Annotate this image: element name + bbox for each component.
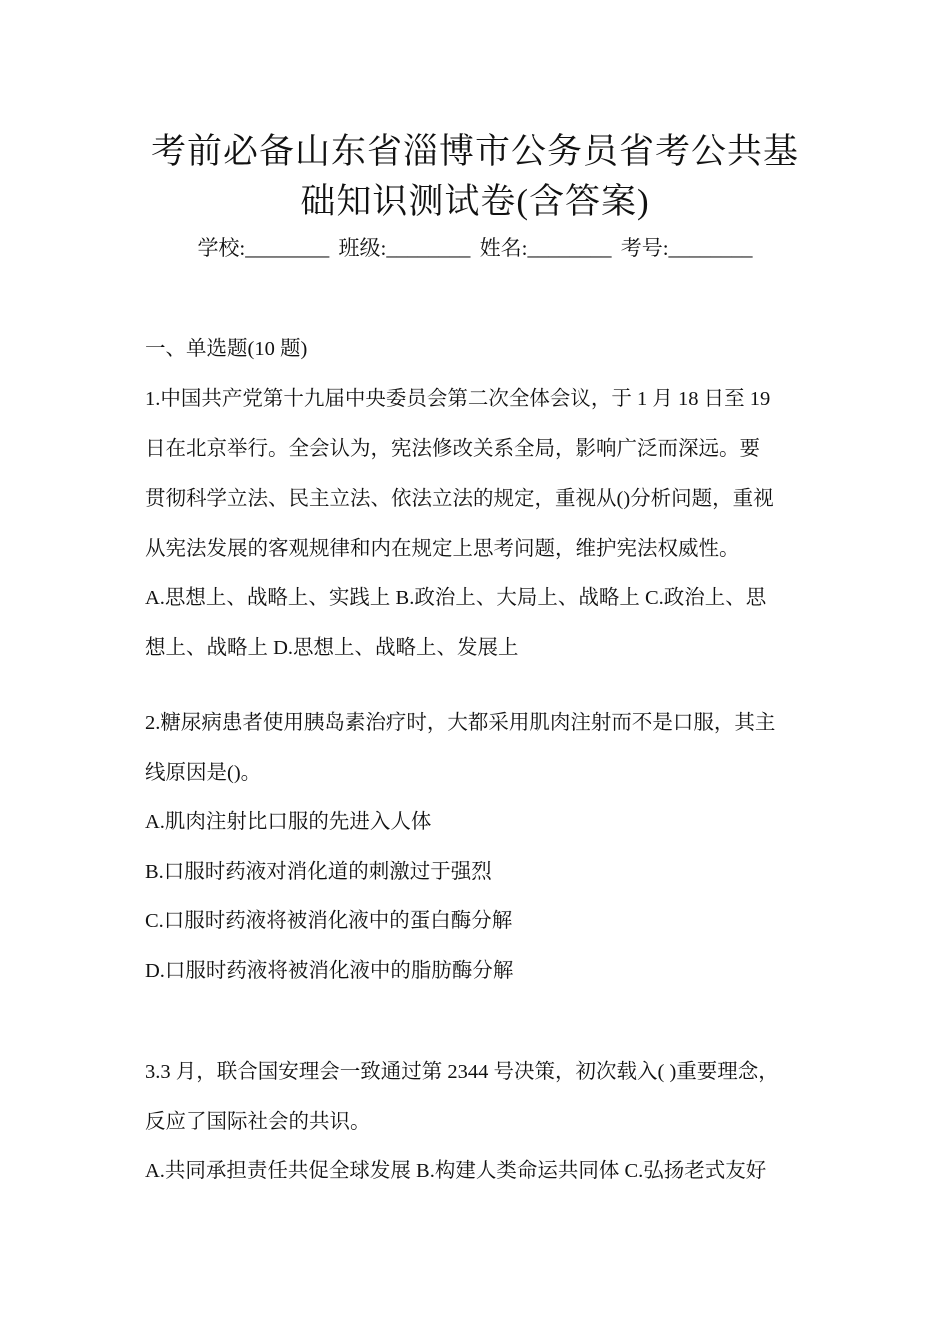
question-1-stem-line: 从宪法发展的客观规律和内在规定上思考问题，维护宪法权威性。 — [145, 538, 740, 560]
question-1-stem-line: 日在北京举行。全会认为，宪法修改关系全局，影响广泛而深远。要 — [145, 438, 760, 460]
question-1-stem-line: 贯彻科学立法、民主立法、依法立法的规定，重视从()分析问题，重视 — [145, 488, 774, 510]
question-2-stem-line: 线原因是()。 — [145, 762, 262, 784]
question-3-stem-line: 反应了国际社会的共识。 — [145, 1111, 371, 1133]
question-2-option-d: D.口服时药液将被消化液中的脂肪酶分解 — [145, 960, 514, 982]
question-3-stem-line: 3.3 月，联合国安理会一致通过第 2344 号决策，初次载入( )重要理念， — [145, 1061, 779, 1083]
name-field: 姓名:________ — [479, 236, 612, 260]
student-info-fields — [0, 238, 950, 259]
question-3-options-line: A.共同承担责任共促全球发展 B.构建人类命运共同体 C.弘扬老式友好 — [145, 1160, 767, 1182]
question-2-option-a: A.肌肉注射比口服的先进入人体 — [145, 811, 432, 833]
question-2-stem-line: 2.糖尿病患者使用胰岛素治疗时，大都采用肌肉注射而不是口服，其主 — [145, 712, 776, 734]
question-1-stem-line: 1.中国共产党第十九届中央委员会第二次全体会议，于 1 月 18 日至 19 — [145, 388, 771, 410]
section-heading: 一、单选题(10 题) — [145, 338, 308, 360]
class-field: 班级:________ — [338, 236, 471, 260]
exam-number-field: 考号:________ — [620, 236, 753, 260]
question-1-options-line: 想上、战略上 D.思想上、战略上、发展上 — [145, 637, 519, 659]
question-2-option-c: C.口服时药液将被消化液中的蛋白酶分解 — [145, 910, 513, 932]
question-2-option-b: B.口服时药液对消化道的刺激过于强烈 — [145, 861, 492, 883]
question-1-options-line: A.思想上、战略上、实践上 B.政治上、大局上、战略上 C.政治上、思 — [145, 587, 767, 609]
document-title-line-2: 础知识测试卷(含答案) — [300, 182, 650, 221]
document-title-line-1: 考前必备山东省淄博市公务员省考公共基 — [150, 132, 799, 171]
school-field: 学校:________ — [197, 236, 330, 260]
